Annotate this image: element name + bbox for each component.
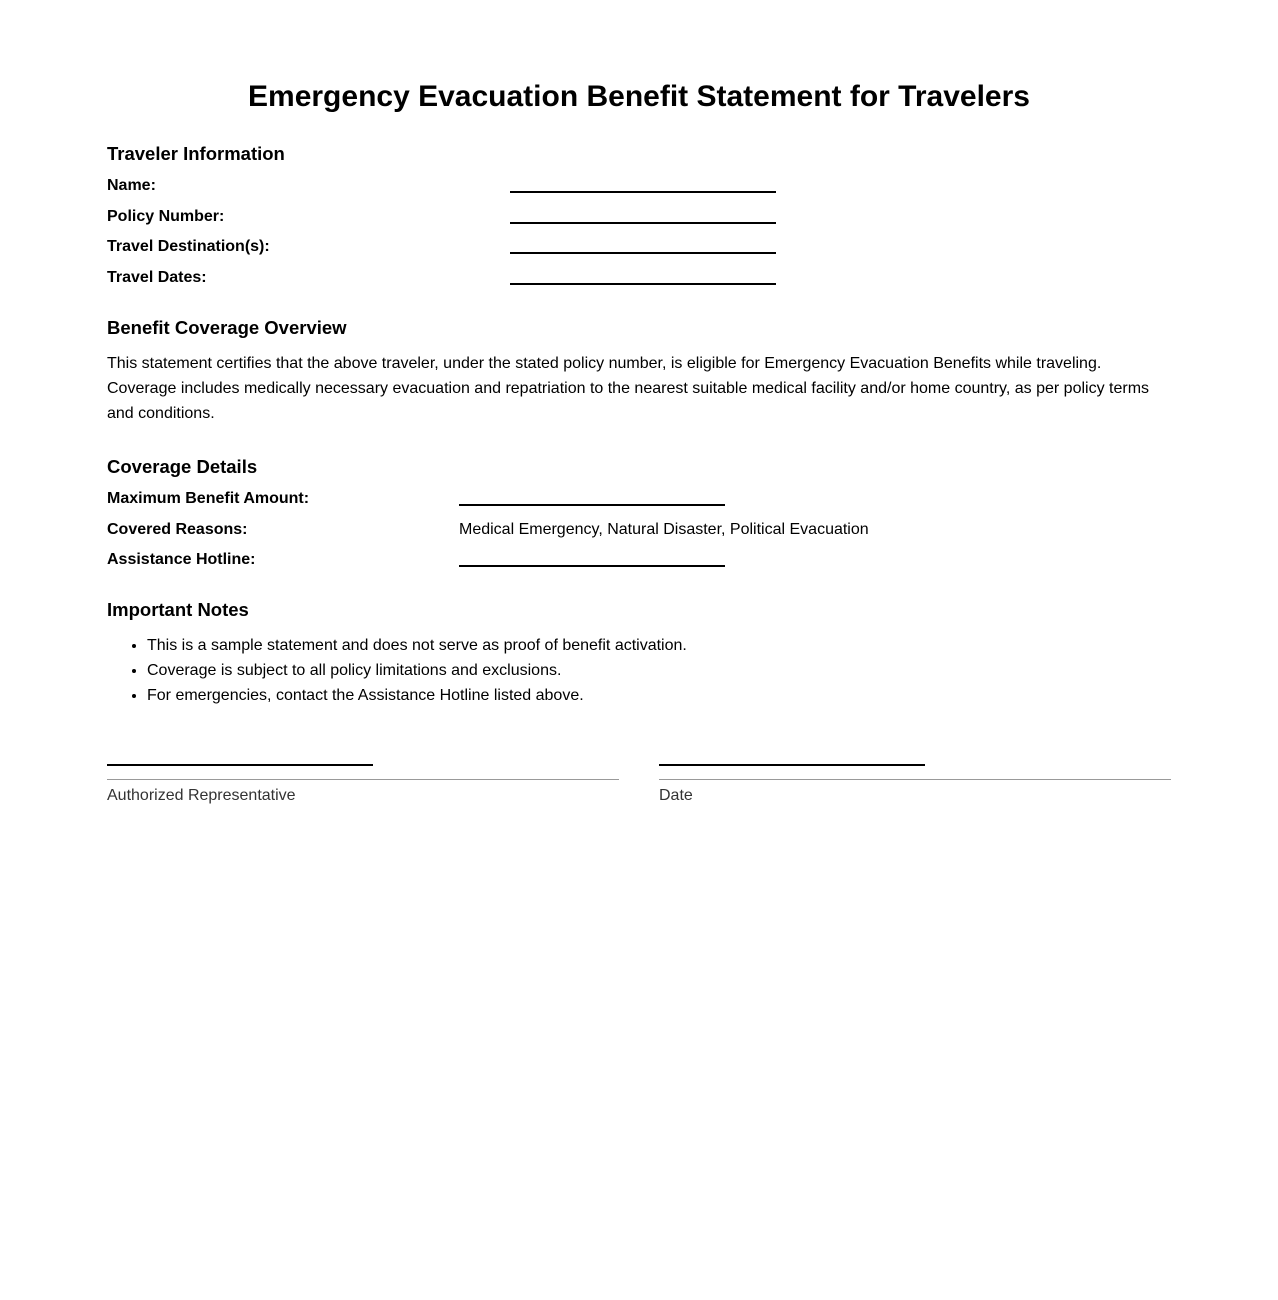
authorized-representative-signature-line [107,756,373,766]
note-item-emergency-contact: • For emergencies, contact the Assistance Hotline listed above. [147,683,1171,708]
important-notes-list [107,633,1171,708]
signature-section [107,756,1171,805]
field-row-travel-destinations [107,238,1171,256]
important-notes-heading: Important Notes [107,599,249,621]
authorized-representative-label: Authorized Representative [107,787,296,805]
name-label: Name: [107,177,156,195]
field-row-maximum-benefit-amount [107,490,1171,508]
date-block [659,756,1171,805]
benefit-coverage-overview-heading: Benefit Coverage Overview [107,316,347,338]
covered-reasons-value: Medical Emergency, Natural Disaster, Political Evacuation [459,520,869,538]
travel-destinations-label: Travel Destination(s): [107,238,270,256]
coverage-details-heading: Coverage Details [107,455,258,477]
date-label: Date [659,787,693,805]
assistance-hotline-label: Assistance Hotline: [107,551,256,569]
note-item-sample-statement: • This is a sample statement and does not serve as proof of benefit activation. [147,633,1171,658]
authorized-representative-divider [107,779,619,780]
travel-destinations-blank-line [510,252,776,254]
travel-dates-label: Travel Dates: [107,268,207,286]
benefit-coverage-overview-text: This statement certifies that the above traveler, under the stated policy number, is eligible for Emergency Evacuation Benefits while traveling. Coverage includes medically necessary evacuation and repatriation to the nearest suitable medical facility and/or home country, as per policy terms and conditions. [107,354,1150,422]
authorized-representative-block [107,756,619,805]
covered-reasons-label: Covered Reasons: [107,520,248,538]
travel-dates-blank-line [510,283,776,285]
section-traveler-information [107,143,1171,287]
traveler-information-heading: Traveler Information [107,143,285,164]
name-blank-line [510,191,776,193]
assistance-hotline-blank-line [459,565,725,567]
field-row-travel-dates [107,269,1171,287]
note-item-policy-limitations: • Coverage is subject to all policy limitations and exclusions. [147,658,1171,683]
document-title: Emergency Evacuation Benefit Statement for Travelers [248,80,1030,113]
date-divider [659,779,1171,780]
policy-number-label: Policy Number: [107,207,225,225]
section-benefit-coverage-overview [107,317,1171,426]
field-row-assistance-hotline [107,551,1171,569]
date-signature-line [659,756,925,766]
field-row-policy-number [107,208,1171,226]
policy-number-blank-line [510,222,776,224]
field-row-covered-reasons [107,521,1171,539]
section-important-notes [107,599,1171,708]
field-row-name [107,177,1171,195]
maximum-benefit-amount-label: Maximum Benefit Amount: [107,490,310,508]
maximum-benefit-amount-blank-line [459,504,725,506]
section-coverage-details [107,456,1171,569]
